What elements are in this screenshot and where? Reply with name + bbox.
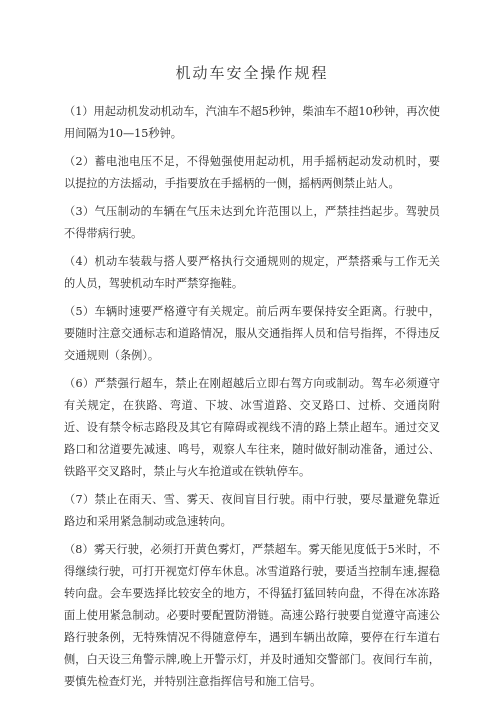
paragraph-5: （5）车辆时速要严格遵守有关规定。前后两车要保持安全距离。行驶中，要随时注意交通标志和道路情况，服从交通指挥人员和信号指挥，不得违反交通规则（条例）。 xyxy=(64,305,440,362)
paragraph-7: （7）禁止在雨天、雪、雾天、夜间盲目行驶。雨中行驶，要尽量避免靠近路边和采用紧急制动或急速转向。 xyxy=(64,493,440,528)
paragraph-2: （2）蓄电池电压不足，不得勉强使用起动机，用手摇柄起动发动机时，要以提拉的方法摇动，手指要放在手摇柄的一侧，摇柄两侧禁止站人。 xyxy=(64,155,440,190)
paragraph-1: （1）用起动机发动机动车，汽油车不超5秒钟，柴油车不超10秒钟，再次使用间隔为10—15秒钟。 xyxy=(64,105,440,140)
paragraph-8: （8）雾天行驶，必须打开黄色雾灯，严禁超车。雾天能见度低于5米时，不得继续行驶，可打开视宽灯停车休息。冰雪道路行驶，要适当控制车速,握稳转向盘。会车要选择比较安全的地方，不得猛打猛回转向盘，不得在冰冻路面上使用紧急制动。必要时要配置防滑链。高速公路行驶要自觉遵守高速公路行驶条例，无特殊情况不得随意停车，遇到车辆出故障，要停在行车道右侧，白天设三角警示牌,晚上开警示灯，并及时通知交警部门。夜间行车前，要慎先检查灯光，并特别注意指挥信号和施工信号。 xyxy=(64,543,440,688)
paragraph-6: （6）严禁强行超车，禁止在刚超越后立即右驾方向或制动。驾车必须遵守有关规定，在狭路、弯道、下坡、冰雪道路、交叉路口、过桥、交通岗附近、设有禁令标志路段及其它有障碍或视线不清的路上禁止超车。通过交叉路口和岔道要先减速、鸣号，观察人车往来，随时做好制动准备，通过公、铁路平交叉路时，禁止与火车抢道或在铁轨停车。 xyxy=(64,377,440,478)
document-title: 机动车安全操作规程 xyxy=(175,64,329,82)
paragraph-4: （4）机动车装载与搭人要严格执行交通规则的规定，严禁搭乘与工作无关的人员，驾驶机动车时严禁穿拖鞋。 xyxy=(64,255,440,290)
paragraph-3: （3）气压制动的车辆在气压未达到允许范围以上，严禁挂挡起步。驾驶员不得带病行驶。 xyxy=(64,205,440,240)
